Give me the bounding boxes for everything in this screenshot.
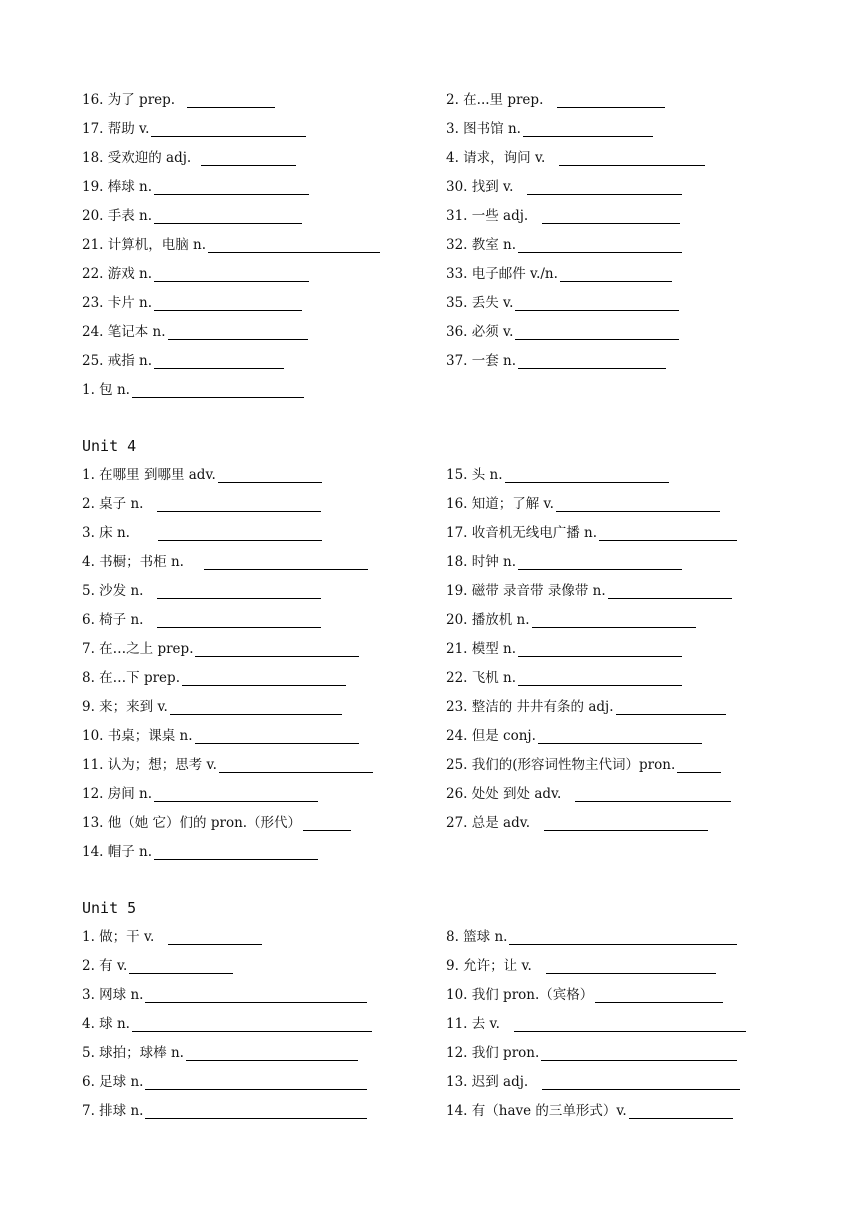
answer-blank[interactable] [154,842,318,860]
vocab-prompt: 26. 处处 到处 adv. [446,786,562,802]
vocab-item [446,147,705,169]
answer-blank[interactable] [154,351,284,369]
answer-blank[interactable] [616,697,726,715]
vocab-prompt: 2. 有 v. [82,958,128,974]
vocab-prompt: 9. 允许；让 v. [446,958,532,974]
vocab-item [82,1100,367,1122]
answer-blank[interactable] [168,322,308,340]
answer-blank[interactable] [559,148,705,166]
vocab-item [446,667,682,689]
vocab-item [82,379,304,401]
vocab-item [446,551,682,573]
vocab-item [82,464,322,486]
vocab-prompt: 14. 有（have 的三单形式）v. [446,1103,627,1119]
vocab-prompt: 13. 迟到 adj. [446,1074,529,1090]
answer-blank[interactable] [523,119,653,137]
vocab-prompt: 10. 我们 pron.（宾格） [446,987,594,1003]
vocab-item [446,926,737,948]
answer-blank[interactable] [132,1014,372,1032]
answer-blank[interactable] [541,1043,737,1061]
vocab-prompt: 1. 在哪里 到哪里 adv. [82,467,216,483]
vocab-item [446,812,708,834]
answer-blank[interactable] [538,726,702,744]
answer-blank[interactable] [219,755,373,773]
vocab-prompt: 8. 在…下 prep. [82,670,180,686]
answer-blank[interactable] [542,1072,740,1090]
vocab-item [446,1071,740,1093]
answer-blank[interactable] [303,813,351,831]
vocab-prompt: 3. 床 n. [82,525,130,541]
vocab-item [82,234,380,256]
vocab-prompt: 32. 教室 n. [446,237,517,253]
vocab-item [82,926,262,948]
vocab-prompt: 9. 来；来到 v. [82,699,168,715]
vocab-item [446,725,702,747]
vocab-prompt: 5. 沙发 n. [82,583,144,599]
unit-5-heading: Unit 5 [82,899,137,917]
vocab-prompt: 4. 书橱；书柜 n. [82,554,184,570]
answer-blank[interactable] [599,523,737,541]
vocab-prompt: 31. 一些 adj. [446,208,529,224]
vocab-item [82,205,302,227]
answer-blank[interactable] [527,177,682,195]
vocab-item [446,984,723,1006]
vocab-item [82,580,321,602]
vocab-item [82,1013,372,1035]
vocab-item [82,667,346,689]
vocab-prompt: 14. 帽子 n. [82,844,153,860]
vocab-prompt: 3. 网球 n. [82,987,144,1003]
vocab-prompt: 18. 受欢迎的 adj. [82,150,192,166]
answer-blank[interactable] [186,1043,358,1061]
vocab-item [446,1100,733,1122]
vocab-item [82,551,368,573]
vocab-item [446,754,721,776]
answer-blank[interactable] [154,264,309,282]
vocab-prompt: 3. 图书馆 n. [446,121,521,137]
vocab-prompt: 15. 头 n. [446,467,503,483]
vocab-prompt: 8. 篮球 n. [446,929,508,945]
vocab-item [82,955,233,977]
vocab-item [82,812,351,834]
vocab-item [446,609,696,631]
vocab-prompt: 24. 笔记本 n. [82,324,166,340]
answer-blank[interactable] [575,784,731,802]
vocab-item [82,725,359,747]
vocab-prompt: 23. 整洁的 井井有条的 adj. [446,699,614,715]
vocab-prompt: 11. 认为；想；思考 v. [82,757,217,773]
vocab-item [446,638,682,660]
answer-blank[interactable] [154,293,302,311]
vocab-prompt: 20. 手表 n. [82,208,153,224]
vocab-prompt: 11. 去 v. [446,1016,500,1032]
vocab-prompt: 17. 收音机无线电广播 n. [446,525,598,541]
vocab-prompt: 33. 电子邮件 v./n. [446,266,558,282]
answer-blank[interactable] [608,581,732,599]
answer-blank[interactable] [208,235,380,253]
vocab-prompt: 19. 磁带 录音带 录像带 n. [446,583,606,599]
answer-blank[interactable] [154,206,302,224]
answer-blank[interactable] [518,639,682,657]
vocab-prompt: 16. 知道；了解 v. [446,496,554,512]
answer-blank[interactable] [145,1101,367,1119]
vocab-prompt: 7. 排球 n. [82,1103,144,1119]
answer-blank[interactable] [556,494,720,512]
vocab-prompt: 12. 房间 n. [82,786,153,802]
vocab-prompt: 21. 模型 n. [446,641,517,657]
vocab-item [82,493,321,515]
vocab-item [82,841,318,863]
vocab-item [82,1071,367,1093]
answer-blank[interactable] [187,90,275,108]
vocab-prompt: 30. 找到 v. [446,179,514,195]
answer-blank[interactable] [218,465,322,483]
vocab-prompt: 6. 椅子 n. [82,612,144,628]
vocab-prompt: 35. 丢失 v. [446,295,514,311]
vocab-item [446,350,666,372]
answer-blank[interactable] [195,726,359,744]
answer-blank[interactable] [518,351,666,369]
answer-blank[interactable] [514,1014,746,1032]
vocab-item [82,696,342,718]
answer-blank[interactable] [201,148,296,166]
vocab-item [446,493,720,515]
answer-blank[interactable] [129,956,233,974]
answer-blank[interactable] [151,119,306,137]
vocab-item [446,321,679,343]
answer-blank[interactable] [170,697,342,715]
vocab-item [82,522,322,544]
answer-blank[interactable] [544,813,708,831]
vocab-item [446,783,731,805]
vocab-item [82,350,284,372]
vocab-prompt: 7. 在…之上 prep. [82,641,194,657]
vocab-item [446,205,680,227]
vocab-prompt: 21. 计算机，电脑 n. [82,237,207,253]
answer-blank[interactable] [154,784,318,802]
vocab-item [446,580,732,602]
vocab-prompt: 25. 戒指 n. [82,353,153,369]
answer-blank[interactable] [182,668,346,686]
vocab-item [446,522,737,544]
answer-blank[interactable] [505,465,669,483]
unit-4-heading: Unit 4 [82,437,137,455]
vocab-prompt: 27. 总是 adv. [446,815,531,831]
answer-blank[interactable] [195,639,359,657]
answer-blank[interactable] [595,985,723,1003]
vocab-item [446,263,672,285]
vocab-prompt: 5. 球拍；球棒 n. [82,1045,184,1061]
answer-blank[interactable] [518,552,682,570]
vocab-item [82,783,318,805]
vocab-item [446,118,653,140]
vocab-prompt: 6. 足球 n. [82,1074,144,1090]
vocab-prompt: 17. 帮助 v. [82,121,150,137]
vocab-prompt: 23. 卡片 n. [82,295,153,311]
vocab-prompt: 4. 球 n. [82,1016,130,1032]
vocab-prompt: 1. 做；干 v. [82,929,155,945]
vocab-prompt: 22. 飞机 n. [446,670,517,686]
vocab-item [82,1042,358,1064]
vocab-item [446,955,716,977]
vocab-item [82,118,306,140]
answer-blank[interactable] [518,668,682,686]
answer-blank[interactable] [154,177,309,195]
answer-blank[interactable] [168,927,262,945]
answer-blank[interactable] [157,610,321,628]
vocab-item [82,147,296,169]
answer-blank[interactable] [560,264,672,282]
vocab-prompt: 37. 一套 n. [446,353,517,369]
vocab-item [446,1042,737,1064]
answer-blank[interactable] [677,755,721,773]
answer-blank[interactable] [546,956,716,974]
answer-blank[interactable] [515,293,679,311]
vocab-item [446,176,682,198]
vocab-item [446,234,682,256]
vocab-item [446,696,726,718]
vocab-prompt: 13. 他（她 它）们的 pron.（形代） [82,815,302,831]
vocab-prompt: 2. 在...里 prep. [446,92,544,108]
answer-blank[interactable] [158,523,322,541]
answer-blank[interactable] [532,610,696,628]
vocab-item [446,464,669,486]
vocab-item [446,292,679,314]
vocab-prompt: 2. 桌子 n. [82,496,144,512]
vocab-prompt: 22. 游戏 n. [82,266,153,282]
vocab-prompt: 16. 为了 prep. [82,92,176,108]
answer-blank[interactable] [157,494,321,512]
vocab-item [446,1013,746,1035]
vocab-prompt: 24. 但是 conj. [446,728,536,744]
answer-blank[interactable] [145,985,367,1003]
vocab-item [446,89,665,111]
vocab-prompt: 12. 我们 pron. [446,1045,540,1061]
vocab-item [82,89,275,111]
vocab-item [82,609,321,631]
vocab-item [82,292,302,314]
vocab-item [82,754,373,776]
vocab-item [82,263,309,285]
answer-blank[interactable] [204,552,368,570]
answer-blank[interactable] [132,380,304,398]
vocab-prompt: 18. 时钟 n. [446,554,517,570]
answer-blank[interactable] [145,1072,367,1090]
answer-blank[interactable] [157,581,321,599]
vocab-prompt: 20. 播放机 n. [446,612,530,628]
answer-blank[interactable] [542,206,680,224]
vocab-prompt: 36. 必须 v. [446,324,514,340]
answer-blank[interactable] [509,927,737,945]
vocab-prompt: 10. 书桌；课桌 n. [82,728,193,744]
answer-blank[interactable] [518,235,682,253]
vocab-item [82,321,308,343]
vocab-prompt: 25. 我们的(形容词性物主代词）pron. [446,757,676,773]
vocab-item [82,984,367,1006]
answer-blank[interactable] [557,90,665,108]
answer-blank[interactable] [515,322,679,340]
answer-blank[interactable] [629,1101,733,1119]
vocab-prompt: 1. 包 n. [82,382,130,398]
vocab-item [82,638,359,660]
vocab-item [82,176,309,198]
vocab-prompt: 19. 棒球 n. [82,179,153,195]
vocab-prompt: 4. 请求，询问 v. [446,150,546,166]
